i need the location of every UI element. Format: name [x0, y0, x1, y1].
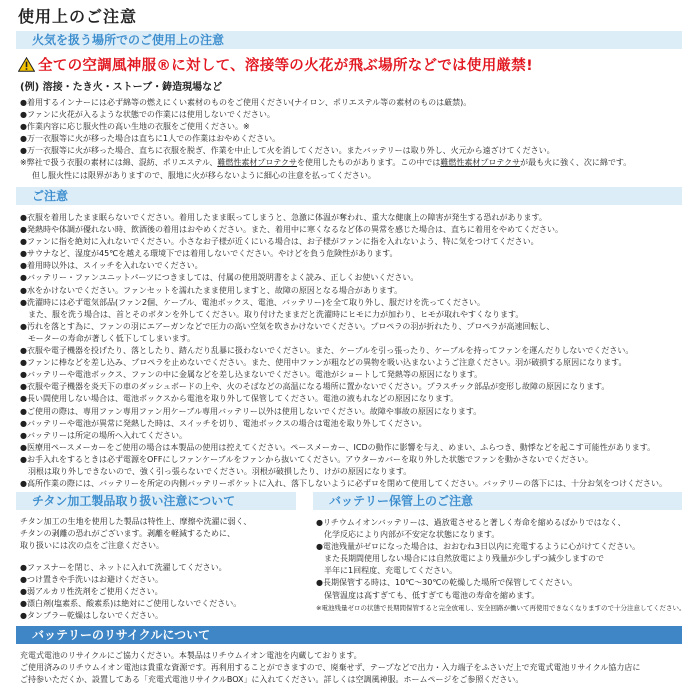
list-item: また長期間使用しない場合には自然放電により残量が少しずつ減少しますので [316, 554, 604, 564]
list-item: ●作業内容に応じ服火性の高い生地の衣服をご使用ください。※ [20, 122, 250, 132]
list-item: ●バッテリーは所定の場所へ入れてください。 [20, 430, 187, 440]
list-item: ●汚れを落とす為に、ファンの羽にエアーガンなどで圧力の高い空気を吹きかけないでください。プロペラの羽が折れたり、プロペラが高速回転し、 [20, 321, 555, 331]
list-item: ●つけ置きや手洗いはお避けください。 [20, 575, 163, 585]
list-item-bleach-warning: ●漂白剤(塩素系、酸素系)は絶対にご使用しないでください。 [20, 599, 242, 609]
list-item: ●長い間使用しない場合は、電池ボックスから電池を取り外して保管してください。電池の液もれなどの原因になります。 [20, 394, 459, 404]
titanium-intro-line: 取り扱いには次の点をご注意ください。 [20, 541, 164, 551]
list-item: また、服を洗う場合は、首とそのボタンを外してください。取り付けたままだと洗濯時にヒモに力が加わり、ヒモが取れやすくなります。 [20, 309, 524, 319]
protexa-term: 難燃性素材プロテクサ [440, 158, 521, 168]
list-item: ●洗濯時には必ず電気部品(ファン2個、ケーブル、電池ボックス、電池、バッテリー)を全て取り外し、服だけを洗ってください。 [20, 297, 485, 307]
list-item: 化学反応により内部が不安定な状態になります。 [316, 530, 500, 540]
list-item: ●サウナなど、湿度が45℃を越える環境下では着用しないでください。やけどを負う危険性があります。 [20, 249, 398, 259]
list-item: ●バッテリーや電池ボックス、ファンの中に金属などを差し込まないでください。電池がショートして発熱等の原因になります。 [20, 370, 483, 380]
recycle-body [20, 650, 688, 687]
list-item: 但し服火性には限界がありますので、服地に火が移らないように細心の注意を払ってください。 [32, 170, 376, 180]
titanium-intro-line: チタン加工の生地を使用した製品は特性上、摩擦や洗濯に弱く、 [20, 517, 252, 526]
protexa-term: 難燃性素材プロテクサ [217, 158, 298, 168]
list-item: ●長期保管する時は、10℃〜30℃の乾燥した場所で保管してください。 [316, 578, 578, 588]
list-item: ●着用時以外は、スイッチを入れないでください。 [20, 261, 203, 271]
caution-section-header: ご注意 [16, 187, 682, 205]
titanium-list [20, 562, 300, 622]
titanium-intro-line: チタンの剥離の恐れがございます。剥離を軽減するために、 [20, 529, 235, 539]
recycle-line: ご持参いただくか、設置してある「充電式電池リサイクルBOX」に入れてください。詳しくは空調風神服。ホームページをご参照ください。 [20, 675, 524, 685]
list-item: ●電池残量がゼロになった場合は、おおむね3日以内に充電するように心がけてください。 [316, 542, 641, 552]
list-item: モーターの寿命が著しく低下してしまいます。 [20, 333, 196, 343]
recycle-line: 充電式電池のリサイクルにご協力ください。本製品はリチウムイオン電池を内蔵しております。 [20, 651, 362, 660]
battery-storage-section-header: バッテリー保管上のご注意 [313, 492, 682, 510]
list-item: ●衣服や電子機器を投げたり、落としたり、踏んだり乱暴に扱わないでください。また、ケーブルを引っ張ったり、ケーブルを持ってファンを運んだりしないでください。 [20, 346, 634, 356]
list-item: ●ご使用の際は、専用ファン専用ファン用ケーブル専用バッテリー以外は使用しないでください。故障や事故の原因になります。 [20, 406, 482, 416]
fire-example: (例) 溶接・たき火・ストーブ・鋳造現場など [20, 82, 223, 93]
titanium-intro [20, 516, 251, 553]
fire-list [20, 97, 685, 182]
list-item: ●バッテリーや電池が異常に発熱した時は、スイッチを切り、電池ボックスの場合は電池を取り外してください。 [20, 418, 427, 428]
list-item: ●水をかけないでください。ファンセットを濡れたまま使用しますと、故障の原因となる場合があります。 [20, 285, 403, 295]
list-item: ●ファンに指を絶対に入れないでください。小さなお子様が近くにいる場合は、お子様がファンに指を入れないよう、特に気をつけてください。 [20, 237, 539, 247]
list-item: ●お手入れをするときは必ず電源をOFFにしファンケーブルをファンから抜いてください。アウターカバーを取り外した状態でファンを動かさないでください。 [20, 454, 593, 464]
list-item: ●万一衣服等に火が移った場合、直ちに衣服を脱ぎ、作業を中止して火を消してください。またバッテリーは取り外し、火元から遠ざけてください。 [20, 146, 555, 156]
titanium-section-header: チタン加工製品取り扱い注意について [16, 492, 296, 510]
list-item: 半年に1回程度、充電してください。 [316, 566, 458, 576]
fire-warning [18, 54, 533, 76]
warning-triangle-icon [18, 57, 35, 76]
recycle-line: ご使用済みのリチウムイオン電池は貴重な資源です。再利用することができますので、廃棄せず、テープなどで出力・入力端子をふさいだ上で充電式電池リサイクル協力店に [20, 663, 641, 673]
list-item: ●ファスナーを閉じ、ネットに入れて洗濯してください。 [20, 563, 227, 572]
list-item: ●医療用ペースメーカーをご使用の場合は本製品の使用は控えてください。ペースメーカー、ICDの動作に影響を与え、めまい、ふらつき、動悸などを起こす可能性があります。 [20, 442, 656, 452]
caution-list [20, 212, 685, 490]
list-item: ●万一衣服等に火が移った場合は直ちに1人での作業はおやめください。 [20, 134, 281, 144]
list-item-note: ※電池残量ゼロの状態で長期間保管すると完全放電し、安全回路が働いて再使用できなくなりますので十分注意してください。 [316, 603, 686, 612]
fire-warning-text: 全ての空調風神服®に対して、溶接等の火花が飛ぶ場所などでは使用厳禁! [38, 58, 534, 74]
recycle-section-header: バッテリーのリサイクルについて [16, 626, 682, 644]
list-item: ●ファンに火花が入るような状態での作業には使用しないでください。 [20, 110, 275, 120]
list-item: ●弱アルカリ性洗剤をご使用ください。 [20, 587, 163, 597]
battery-storage-list [316, 517, 688, 614]
list-item: ●発熱時や体調が優れない時、飲酒後の着用はおやめください。また、着用中に寒くなるなど体の異常を感じた場合は、直ちに着用をやめてください。 [20, 225, 563, 235]
list-item: ●衣服を着用したまま眠らないでください。着用したまま眠ってしまうと、急激に体温が奪われ、重大な健康上の障害が発生する恐れがあります。 [20, 213, 547, 222]
list-item: ●バッテリー・ファンユニットパーツにつきましては、付属の使用説明書をよく読み、正しくお使いください。 [20, 273, 419, 283]
list-item: 保管温度は高すぎても、低すぎても電池の寿命を縮めます。 [316, 590, 540, 600]
fire-section-header: 火気を扱う場所でのご使用上の注意 [16, 31, 682, 49]
list-item: ●着用するインナーには必ず綿等の燃えにくい素材のものをご使用ください(ナイロン、ポリエステル等の素材のものは厳禁)。 [20, 98, 472, 107]
list-item: ●タンブラー乾燥はしないでください。 [20, 611, 163, 621]
page-title: 使用上のご注意 [18, 7, 138, 26]
list-item: ●衣服や電子機器を炎天下の車のダッシュボードの上や、火のそばなどの高温になる場所に置かないでください。プラスチック部品が変形し故障の原因になります。 [20, 382, 610, 392]
list-item: ●リチウムイオンバッテリーは、過放電させると著しく寿命を縮めるばかりではなく、 [316, 518, 626, 527]
list-item: 羽根は取り外しできないので、強く引っ張らないでください。羽根が破損したり、けがの原因になります。 [20, 466, 412, 476]
list-item: ●高所作業の際には、バッテリーを所定の内側バッテリーポケットに入れ、落下しないように必ずロを閉めて使用してください。バッテリーの落下には、十分お気をつけください。 [20, 479, 668, 489]
list-item: ●ファンに棒などを差し込み、プロペラを止めないでください。また、使用中ファンが粗などの異物を吸い込まないようご注意ください。羽が破損する原因になります。 [20, 358, 627, 368]
list-item: ※弊社で扱う衣服の素材には綿、混紡、ポリエステル、難燃性素材プロテクサを使用したものがあります。この中では難燃性素材プロテクサが最も火に強く、次に綿です。 [20, 158, 632, 168]
